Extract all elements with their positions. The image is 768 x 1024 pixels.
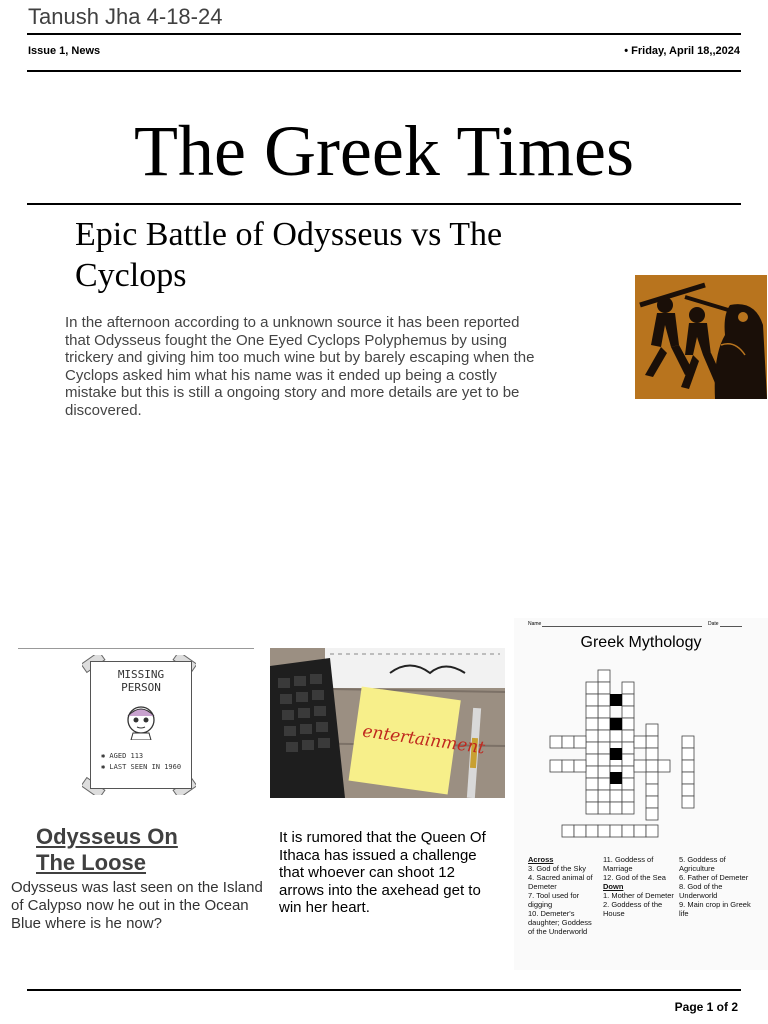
lead-headline: Epic Battle of Odysseus vs The Cyclops [75, 216, 503, 294]
across-clues [528, 855, 598, 936]
clue-3: 3. God of the Sky [528, 864, 586, 873]
entertainment-image [270, 648, 505, 798]
masthead-rule [27, 203, 741, 205]
second-headline [36, 824, 266, 876]
second-body: Odysseus was last seen on the Island of Calypso now he out in the Ocean Blue where is he now? [11, 879, 263, 932]
clue-11: 11. Goddess of Marriage [603, 855, 654, 873]
issue-label: Issue 1, News [28, 45, 101, 57]
entertainment-note-text: entertainment [361, 721, 487, 759]
crossword-grid [514, 618, 768, 868]
top-rule [27, 33, 741, 35]
third-story-body: It is rumored that the Queen Of Ithaca has issued a challenge that whoever can shoot 12 arrows into the axehead get to win her heart. [279, 829, 486, 916]
across-heading: Across [528, 855, 554, 864]
odysseus-cyclops-vase-image [635, 275, 767, 399]
second-headline-line1: Odysseus On [36, 824, 178, 849]
crossword-puzzle [514, 618, 768, 970]
crossword-title: Greek Mythology [580, 634, 702, 651]
crossword-name-label: Name [528, 621, 542, 627]
clue-8: 8. God of the Underworld [679, 882, 723, 900]
down-heading: Down [603, 882, 624, 891]
crossword-date-label: Date [708, 621, 719, 627]
masthead-title: The Greek Times [134, 111, 634, 191]
clue-6: 6. Father of Demeter [679, 873, 749, 882]
poster-title-2: PERSON [121, 681, 161, 694]
poster-title-1: MISSING [117, 668, 165, 681]
second-headline-line2: The Loose [36, 850, 147, 875]
poster-last-seen: ✱ LAST SEEN IN 1960 [101, 763, 182, 771]
footer-rule [27, 989, 741, 991]
author-date-line: Tanush Jha 4-18-24 [28, 4, 223, 29]
clue-2: 2. Goddess of the House [603, 900, 663, 918]
clue-5: 5. Goddess of Agriculture [679, 855, 726, 873]
clue-4: 4. Sacred animal of Demeter [528, 873, 593, 891]
issue-date: • Friday, April 18,,2024 [624, 45, 740, 57]
header-rule [27, 70, 741, 72]
clue-12: 12. God of the Sea [603, 873, 666, 882]
clue-9: 9. Main crop in Greek life [679, 900, 751, 918]
clue-10: 10. Demeter's daughter; Goddess of the Underworld [528, 909, 592, 936]
clue-column-3 [679, 855, 757, 918]
missing-person-image [18, 648, 254, 807]
clue-1: 1. Mother of Demeter [603, 891, 674, 900]
page-number: Page 1 of 2 [674, 1000, 738, 1014]
poster-aged: ✱ AGED 113 [101, 752, 144, 760]
missing-poster-sheet [90, 661, 192, 789]
person-drawing [91, 694, 191, 740]
lead-body: In the afternoon according to a unknown source it has been reported that Odysseus fought the One Eyed Cyclops Polyphemus by using trickery and giving him too much wine but by barely escaping when the Cyclops asked him what his name was it ended up being a costly mistake but this is still a ongoing story and more details are yet to be discovered. [65, 314, 535, 419]
clue-column-2 [603, 855, 675, 918]
clue-7: 7. Tool used for digging [528, 891, 580, 909]
